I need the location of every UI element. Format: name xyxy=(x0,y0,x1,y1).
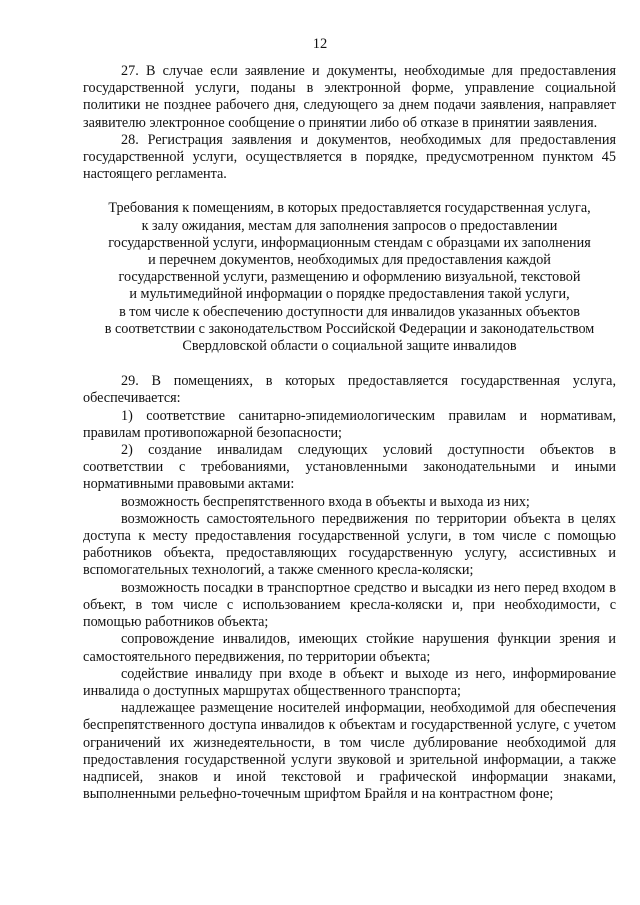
page-content xyxy=(83,63,616,803)
section-heading xyxy=(83,200,616,355)
heading-line: государственной услуги, размещению и оформлению визуальной, текстовой xyxy=(118,269,581,286)
condition-entry-access: возможность беспрепятственного входа в объекты и выхода из них; xyxy=(121,493,530,510)
heading-line: и перечнем документов, необходимых для предоставления каждой xyxy=(148,252,551,269)
condition-entry-transport: возможность посадки в транспортное средство и высадки из него перед входом в объект, в том числе с использованием кресла-коляски и, при необходимости, с помощью работников объекта; xyxy=(83,579,616,631)
page-number: 12 xyxy=(312,36,328,52)
condition-entry-movement: возможность самостоятельного передвижения по территории объекта в целях доступа к месту предоставления государственной услуги, в том числе с помощью работников объекта, предоставляющих государственную услугу, ассистивных и вспомогательных технологий, а также сменного кресла-коляски; xyxy=(83,510,616,579)
condition-entry-assistance: содействие инвалиду при входе в объект и выходе из него, информирование инвалида о доступных маршрутах общественного транспорта; xyxy=(83,665,616,699)
paragraph-28: 28. Регистрация заявления и документов, необходимых для предоставления государственной услуги, осуществляется в порядке, предусмотренном пунктом 45 настоящего регламента. xyxy=(83,131,616,183)
heading-line: государственной услуги, информационным стендам с образцами их заполнения xyxy=(108,234,591,251)
condition-entry-escort: сопровождение инвалидов, имеющих стойкие нарушения функции зрения и самостоятельного передвижения, по территории объекта; xyxy=(83,631,616,665)
heading-line: в том числе к обеспечению доступности для инвалидов указанных объектов xyxy=(119,303,580,320)
heading-line: в соответствии с законодательством Российской Федерации и законодательством xyxy=(104,320,595,337)
heading-line: Требования к помещениям, в которых предоставляется государственная услуга, xyxy=(108,200,591,217)
paragraph-27: 27. В случае если заявление и документы, необходимые для предоставления государственной услуги, поданы в электронной форме, управление социальной политики не позднее рабочего дня, следующего за днем подачи заявления, направляет заявителю электронное сообщение о принятии либо об отказе в принятии заявления. xyxy=(83,63,616,131)
list-item-1: 1) соответствие санитарно-эпидемиологическим правилам и нормативам, правилам противопожарной безопасности; xyxy=(83,407,616,441)
condition-entry-information: надлежащее размещение носителей информации, необходимой для обеспечения беспрепятственного доступа инвалидов к объектам и государственной услуге, с учетом ограничений их жизнедеятельности, в том числе дублирование необходимой для предоставления государственной услуги звуковой и зрительной информации, а также надписей, знаков и иной текстовой и графической информации знаками, выполненными рельефно-точечным шрифтом Брайля и на контрастном фоне; xyxy=(83,700,616,803)
heading-line: и мультимедийной информации о порядке предоставления такой услуги, xyxy=(129,286,570,303)
paragraph-29: 29. В помещениях, в которых предоставляется государственная услуга, обеспечивается: xyxy=(83,373,616,407)
heading-line: Свердловской области о социальной защите инвалидов xyxy=(182,338,517,355)
heading-line: к залу ожидания, местам для заполнения запросов о предоставлении xyxy=(141,217,558,234)
list-item-2: 2) создание инвалидам следующих условий доступности объектов в соответствии с требованиями, установленными законодательными и иными нормативными правовыми актами: xyxy=(83,442,616,493)
